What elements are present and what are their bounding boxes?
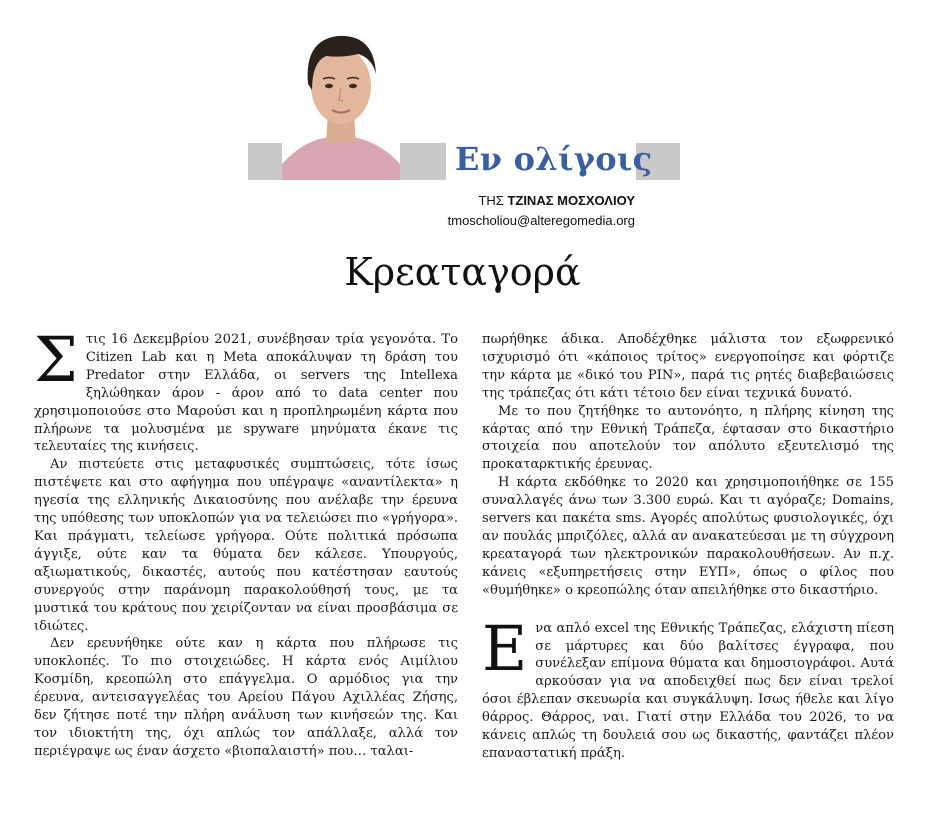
paragraph: Η κάρτα εκδόθηκε το 2020 και χρησιμοποιήθηκε σε 155 συναλλαγές άνω των 3.300 ευρώ. Και τι αγόραζε; Domains, servers και πακέτα sms. Αγορές απολύτως φυσιολογικές, όχι αν πουλάς μπριζόλες, αλλά αν ανακατεύεσαι με τη σύγχρονη κρεαταγορά των ηλεκτρονικών παρακολουθήσεων. Αν π.χ. κάνεις «εξυπηρετήσεις στην ΕΥΠ», όπως ο φίλος που «θυμήθηκε» ο κρεοπώλης όταν απειλήθηκε στο δικαστήριο. — [482, 475, 894, 598]
byline — [478, 193, 635, 208]
column-title: Εν ολίγοις — [455, 140, 653, 178]
paragraph: πωρήθηκε άδικα. Αποδέχθηκε μάλιστα τον εξωφρενικό ισχυρισμό ότι «κάποιος τρίτος» ενεργοποίησε και φόρτιζε την κάρτα με «δικό του PIN», παρά τις ρητές διαβεβαιώσεις της τράπεζας ότι κάτι τέτοιο δεν είναι τεχνικά δυνατό. — [482, 332, 894, 401]
drop-cap: Σ — [34, 323, 78, 396]
paragraph — [482, 611, 894, 763]
section-gap — [482, 600, 894, 620]
paragraph — [34, 323, 458, 456]
paragraph: Δεν ερευνήθηκε ούτε καν η κάρτα που πλήρωσε τις υποκλοπές. Το πιο στοιχειώδες. Η κάρτα ενός Αιμίλιου Κοσμίδη, κρεοπώλη στο επάγγελμα. Ο αρμόδιος για την έρευνα, αντεισαγγελέας του Αρείου Πάγου Αχιλλέας Ζήσης, δεν ζήτησε ποτέ την πλήρη ανάλυση των κινήσεών της. Και τον ιδιοκτήτη της, όχι απλώς τον απάλλαξε, αλλά τον περιέγραψε ως έναν άσχετο «βιοπαλαιστή» που… ταλαι- — [34, 636, 458, 759]
paragraph: Με το που ζητήθηκε το αυτονόητο, η πλήρης κίνηση της κάρτας από την Εθνική Τράπεζα, έφτασαν στο δικαστήριο στοιχεία που αποτελούν τον απόλυτο εξευτελισμό της προκαταρκτικής έρευνας. — [482, 403, 894, 473]
author-name: ΤΖΙΝΑΣ ΜΟΣΧΟΛΙΟΥ — [507, 193, 635, 208]
paragraph-text: τις 16 Δεκεμβρίου 2021, συνέβησαν τρία γεγονότα. Το Citizen Lab και η Meta αποκάλυψαν τη δράση του Predator στην Ελλάδα, οι servers της Intellexa ξηλώθηκαν άρον - άρον από το data center που χρησιμοποιούσε στο Μαρούσι και η προπληρωμένη κάρτα που πλήρωνε τα μολυσμένα με spyware μηνύματα έκανε τις τελευταίες της κινήσεις. — [34, 332, 458, 455]
drop-cap: Ε — [482, 611, 528, 685]
article-column-right — [482, 331, 894, 763]
headline: Κρεαταγορά — [344, 250, 581, 294]
paragraph: Αν πιστεύετε στις μεταφυσικές συμπτώσεις, τότε ίσως πιστέψετε και στο αφήγημα που υπέγραψε «αναντίλεκτα» η ηγεσία της ελληνικής Δικαιοσύνης που ανέλαβε την έρευνα της υπόθεσης των υποκλοπών για να τελειώσει πιο «γρήγορα». Και πράγματι, τελείωσε γρήγορα. Ούτε πολιτικά πρόσωπα άγγιξε, ούτε καν τα θύματα δεν κάλεσε. Υπουργούς, αξιωματικούς, δικαστές, αυτούς που κατέστησαν εαυτούς συνεργούς στην παράνομη παρακολούθησή τους, με τα μυστικά του κράτους που χειρίζονταν να είναι προσβάσιμα σε ιδιώτες. — [34, 457, 458, 634]
article-column-left — [34, 323, 458, 761]
paragraph-text: να απλό excel της Εθνικής Τράπεζας, ελάχιστη πίεση σε μάρτυρες και δύο βαλίτσες έγγραφα, που συνέλεξαν επίμονα θύματα και δημοσιογράφοι. Αυτά αρκούσαν για να αποδειχθεί πως δεν είναι τρελοί όσοι έβλεπαν σκευωρία και συγκάλυψη. Ισως ήθελε και λίγο θάρρος. Θάρρος, ναι. Γιατί στην Ελλάδα του 2026, το να κάνεις απλώς τη δουλειά σου ως δικαστής, φαντάζει πλέον επαναστατική πράξη. — [482, 620, 894, 761]
author-email: tmoscholiou@alteregomedia.org — [447, 213, 635, 228]
byline-prefix: ΤΗΣ — [478, 193, 508, 208]
author-photo — [282, 14, 400, 180]
